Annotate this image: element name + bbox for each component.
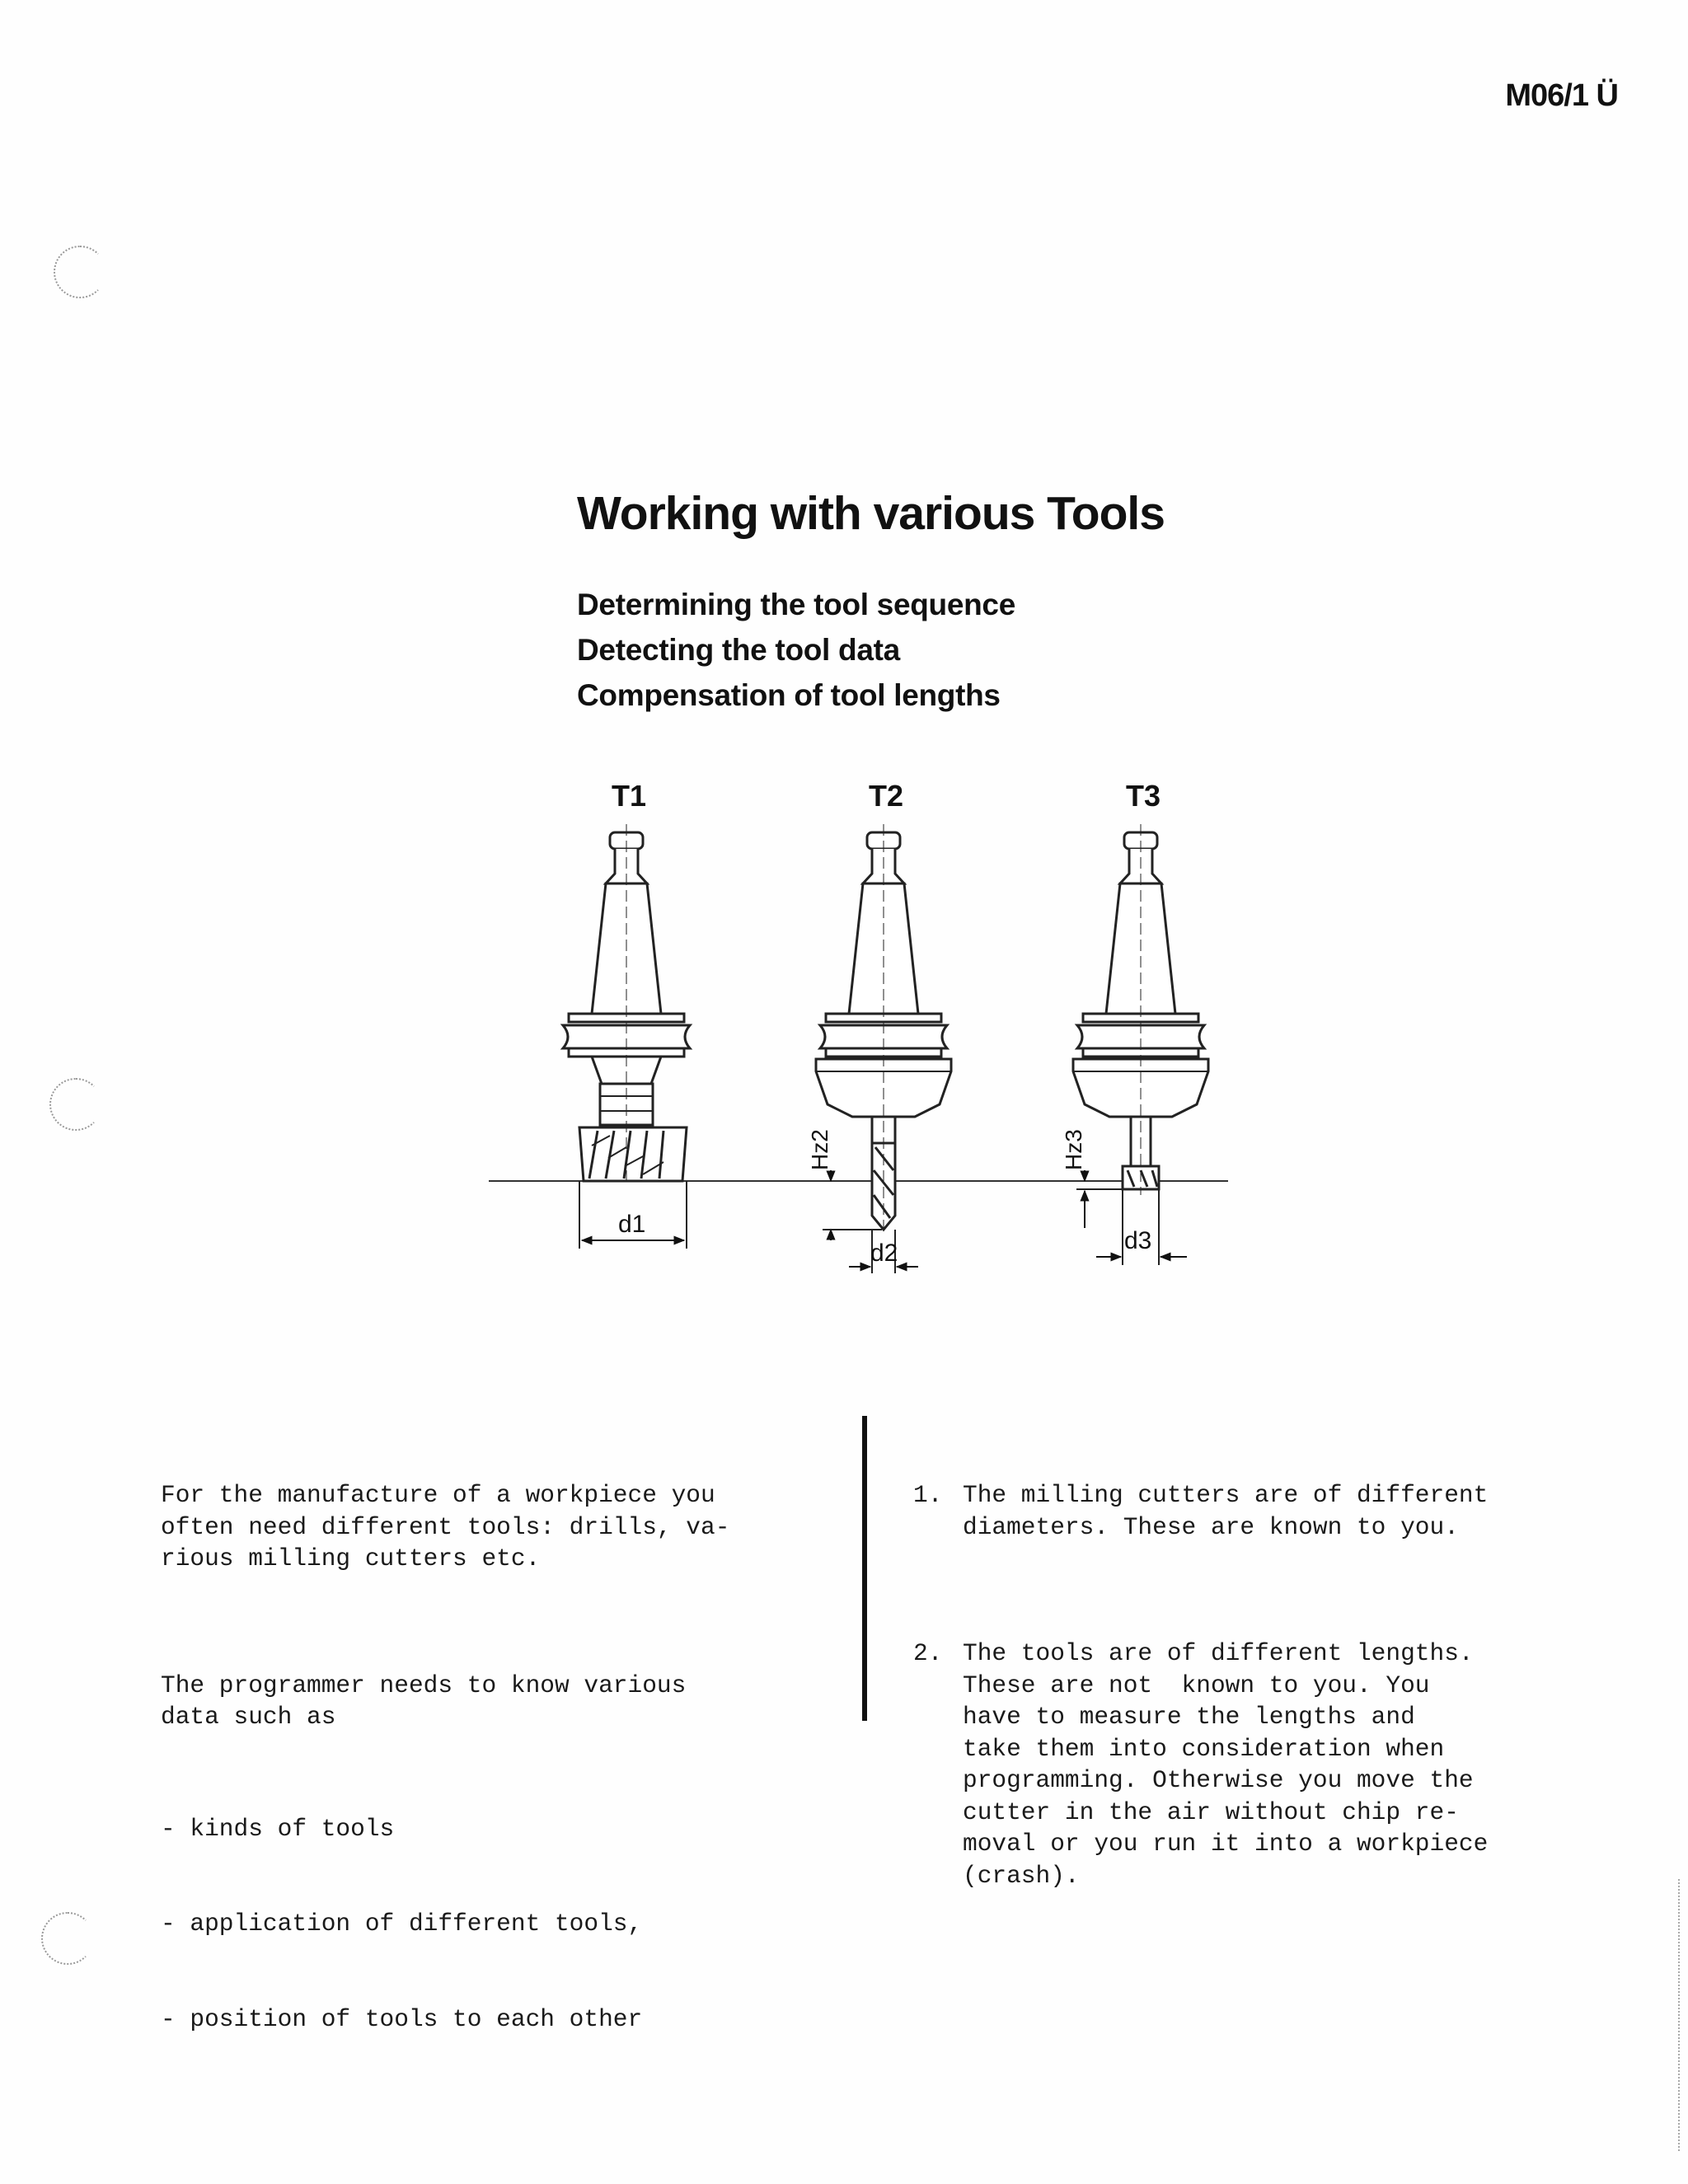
hz2-label: Hz2 bbox=[807, 1129, 832, 1170]
programmer-paragraph: The programmer needs to know various data such as bbox=[161, 1671, 687, 1731]
d2-label: d2 bbox=[870, 1240, 898, 1267]
item-text: The milling cutters are of different diameters. These are known to you. bbox=[963, 1481, 1489, 1541]
page-title: Working with various Tools bbox=[577, 487, 1165, 540]
d1-label: d1 bbox=[618, 1211, 646, 1238]
left-column bbox=[161, 1416, 729, 2067]
bullet-kinds-of-tools: - kinds of tools bbox=[161, 1814, 395, 1843]
numbered-item-1 bbox=[913, 1479, 1488, 1543]
tool-t1 bbox=[563, 824, 690, 1187]
punch-hole-bottom bbox=[41, 1912, 94, 1965]
margin-dotted-line bbox=[1678, 1879, 1680, 2151]
tool-t3 bbox=[1073, 824, 1208, 1195]
intro-paragraph: For the manufacture of a workpiece you often need different tools: drills, va- rious milling cutters etc. bbox=[161, 1481, 730, 1572]
page-code: M06/1 Ü bbox=[1505, 78, 1618, 113]
subtitle-tool-lengths: Compensation of tool lengths bbox=[577, 678, 1001, 712]
bullet-application: - application of different tools, bbox=[161, 1910, 643, 1938]
bullet-position: - position of tools to each other bbox=[161, 2004, 643, 2033]
item-number: 2. bbox=[913, 1639, 943, 1667]
tool-label-t3: T3 bbox=[1126, 779, 1161, 813]
tool-label-t1: T1 bbox=[612, 779, 647, 813]
item-number: 1. bbox=[913, 1481, 943, 1509]
numbered-item-2 bbox=[913, 1638, 1488, 1891]
hz3-label: Hz3 bbox=[1061, 1129, 1086, 1170]
item-text: The tools are of different lengths. These are not known to you. You have to measure the lengths and take them into consideration when programming. Otherwise you move the cutter in the air without chip re- moval or you run it into a workpiece (crash). bbox=[963, 1639, 1489, 1890]
column-divider bbox=[862, 1416, 867, 1721]
tool-t2 bbox=[816, 824, 951, 1236]
d3-label: d3 bbox=[1124, 1227, 1152, 1254]
subtitle-tool-sequence: Determining the tool sequence bbox=[577, 588, 1015, 621]
subtitle-tool-data: Detecting the tool data bbox=[577, 633, 900, 667]
right-column bbox=[913, 1416, 1488, 1955]
tool-label-t2: T2 bbox=[869, 779, 904, 813]
